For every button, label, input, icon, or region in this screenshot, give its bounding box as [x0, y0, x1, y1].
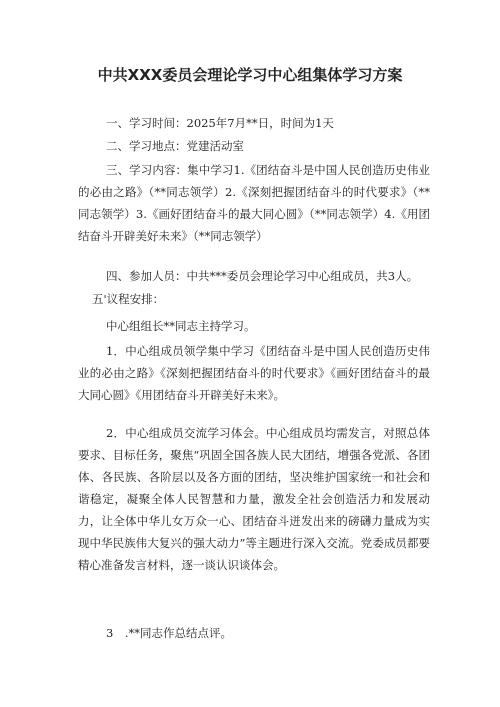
item-study-place: 二、学习地点：党建活动室 [106, 139, 244, 153]
item-study-time: 一、学习时间：2025年7月**日，时间为1天 [106, 116, 334, 130]
item-participants: 四、参加人员：中共***委员会理论学习中心组成员，共3人。 [106, 269, 419, 283]
document-title: 中共XXX委员会理论学习中心组集体学习方案 [97, 66, 403, 84]
agenda-host: 中心组组长**同志主持学习。 [106, 319, 256, 333]
agenda-step-1: 1．中心组成员领学集中学习《团结奋斗是中国人民创造历史伟业的必由之路》《深刻把握团结奋斗的时代要求》《画好团结奋斗的最大同心圆》《用团结奋斗开辟美好未来》。 [78, 344, 430, 402]
agenda-step-3: 3 .**同志作总结点评。 [106, 626, 232, 640]
item-study-content: 三、学习内容：集中学习1.《团结奋斗是中国人民创造历史伟业的必由之路》（**同志领学）2.《深刻把握团结奋斗的时代要求》（**同志领学）3.《画好团结奋斗的最大同心圆》（**同志领学）4.《用团结奋斗开辟美好未来》（**同志领学） [78, 163, 430, 243]
agenda-step-2: 2．中心组成员交流学习体会。中心组成员均需发言，对照总体要求、目标任务，聚焦“巩固全国各族人民大团结，增强各党派、各团体、各民族、各阶层以及各方面的团结，坚决维护国家统一和社会和谐稳定，凝聚全体人民智慧和力量，激发全社会创造活力和发展动力，让全体中华儿女万众一心、团结奋斗迸发出来的磅礴力量成为实现中华民族伟大复兴的强大动力”等主题进行深入交流。党委成员都要精心准备发言材料，逐一谈认识谈体会。 [78, 426, 430, 572]
item-agenda-heading: 五'议程安排： [92, 292, 165, 306]
